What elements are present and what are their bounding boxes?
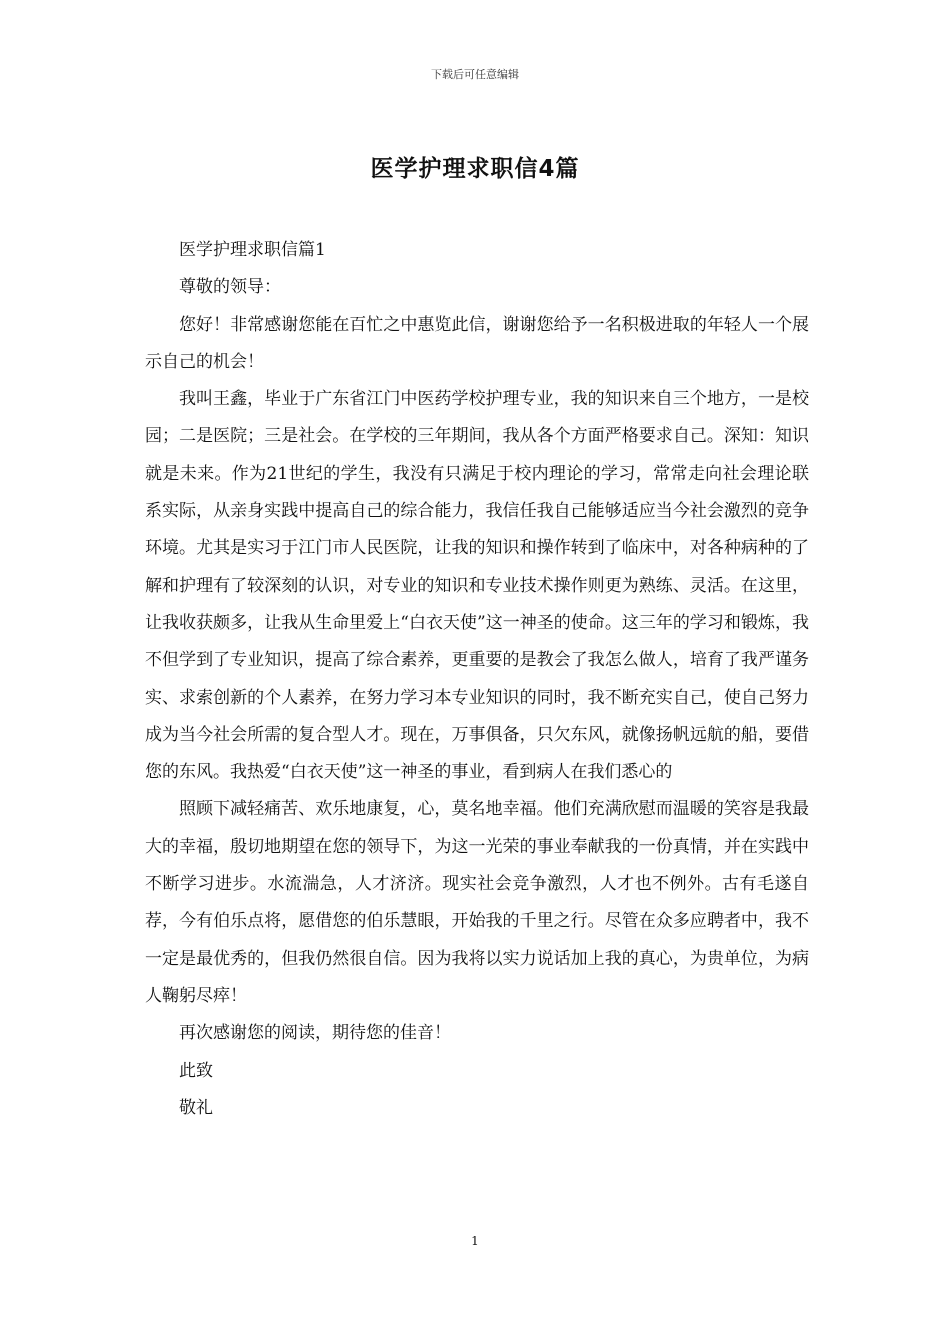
document-title: 医学护理求职信4篇 [370, 156, 580, 182]
header-note: 下载后可任意编辑 [431, 68, 519, 81]
salutation: 尊敬的领导： [179, 277, 281, 298]
paragraph-aspiration: 照顾下减轻痛苦、欢乐地康复，心，莫名地幸福。他们充满欣慰而温暖的笑容是我最大的幸福，殷切地期望在您的领导下，为这一光荣的事业奉献我的一份真情，并在实践中不断学习进步。水流湍急，人才济济。现实社会竞争激烈，人才也不例外。古有毛遂自荐，今有伯乐点将，愿借您的伯乐慧眼，开始我的千里之行。尽管在众多应聘者中，我不一定是最优秀的，但我仍然很自信。因为我将以实力说话加上我的真心，为贵单位，为病人鞠躬尽瘁！ [145, 799, 809, 1006]
closing-salute: 此致 [179, 1060, 213, 1081]
paragraph-thanks: 再次感谢您的阅读，期待您的佳音！ [179, 1023, 451, 1044]
page-number: 1 [471, 1234, 479, 1248]
section-heading: 医学护理求职信篇1 [179, 240, 326, 260]
paragraph-introduction: 我叫王鑫，毕业于广东省江门中医药学校护理专业，我的知识来自三个地方，一是校园；二是医院；三是社会。在学校的三年期间，我从各个方面严格要求自己。深知：知识就是未来。作为21世纪的学生，我没有只满足于校内理论的学习，常常走向社会理论联系实际，从亲身实践中提高自己的综合能力，我信任我自己能够适应当今社会激烈的竞争环境。尤其是实习于江门市人民医院，让我的知识和操作转到了临床中，对各种病种的了解和护理有了较深刻的认识，对专业的知识和专业技术操作则更为熟练、灵活。在这里，让我收获颇多，让我从生命里爱上“白衣天使”这一神圣的使命。这三年的学习和锻炼，我不但学到了专业知识，提高了综合素养，更重要的是教会了我怎么做人，培育了我严谨务实、求索创新的个人素养，在努力学习本专业知识的同时，我不断充实自己，使自己努力成为当今社会所需的复合型人才。现在，万事俱备，只欠东风，就像扬帆远航的船，要借您的东风。我热爱“白衣天使”这一神圣的事业，看到病人在我们悉心的 [145, 389, 809, 783]
closing-regards: 敬礼 [179, 1097, 213, 1118]
paragraph-greeting: 您好！非常感谢您能在百忙之中惠览此信，谢谢您给予一名积极进取的年轻人一个展示自己的机会！ [145, 314, 809, 372]
document-body [145, 232, 809, 1127]
